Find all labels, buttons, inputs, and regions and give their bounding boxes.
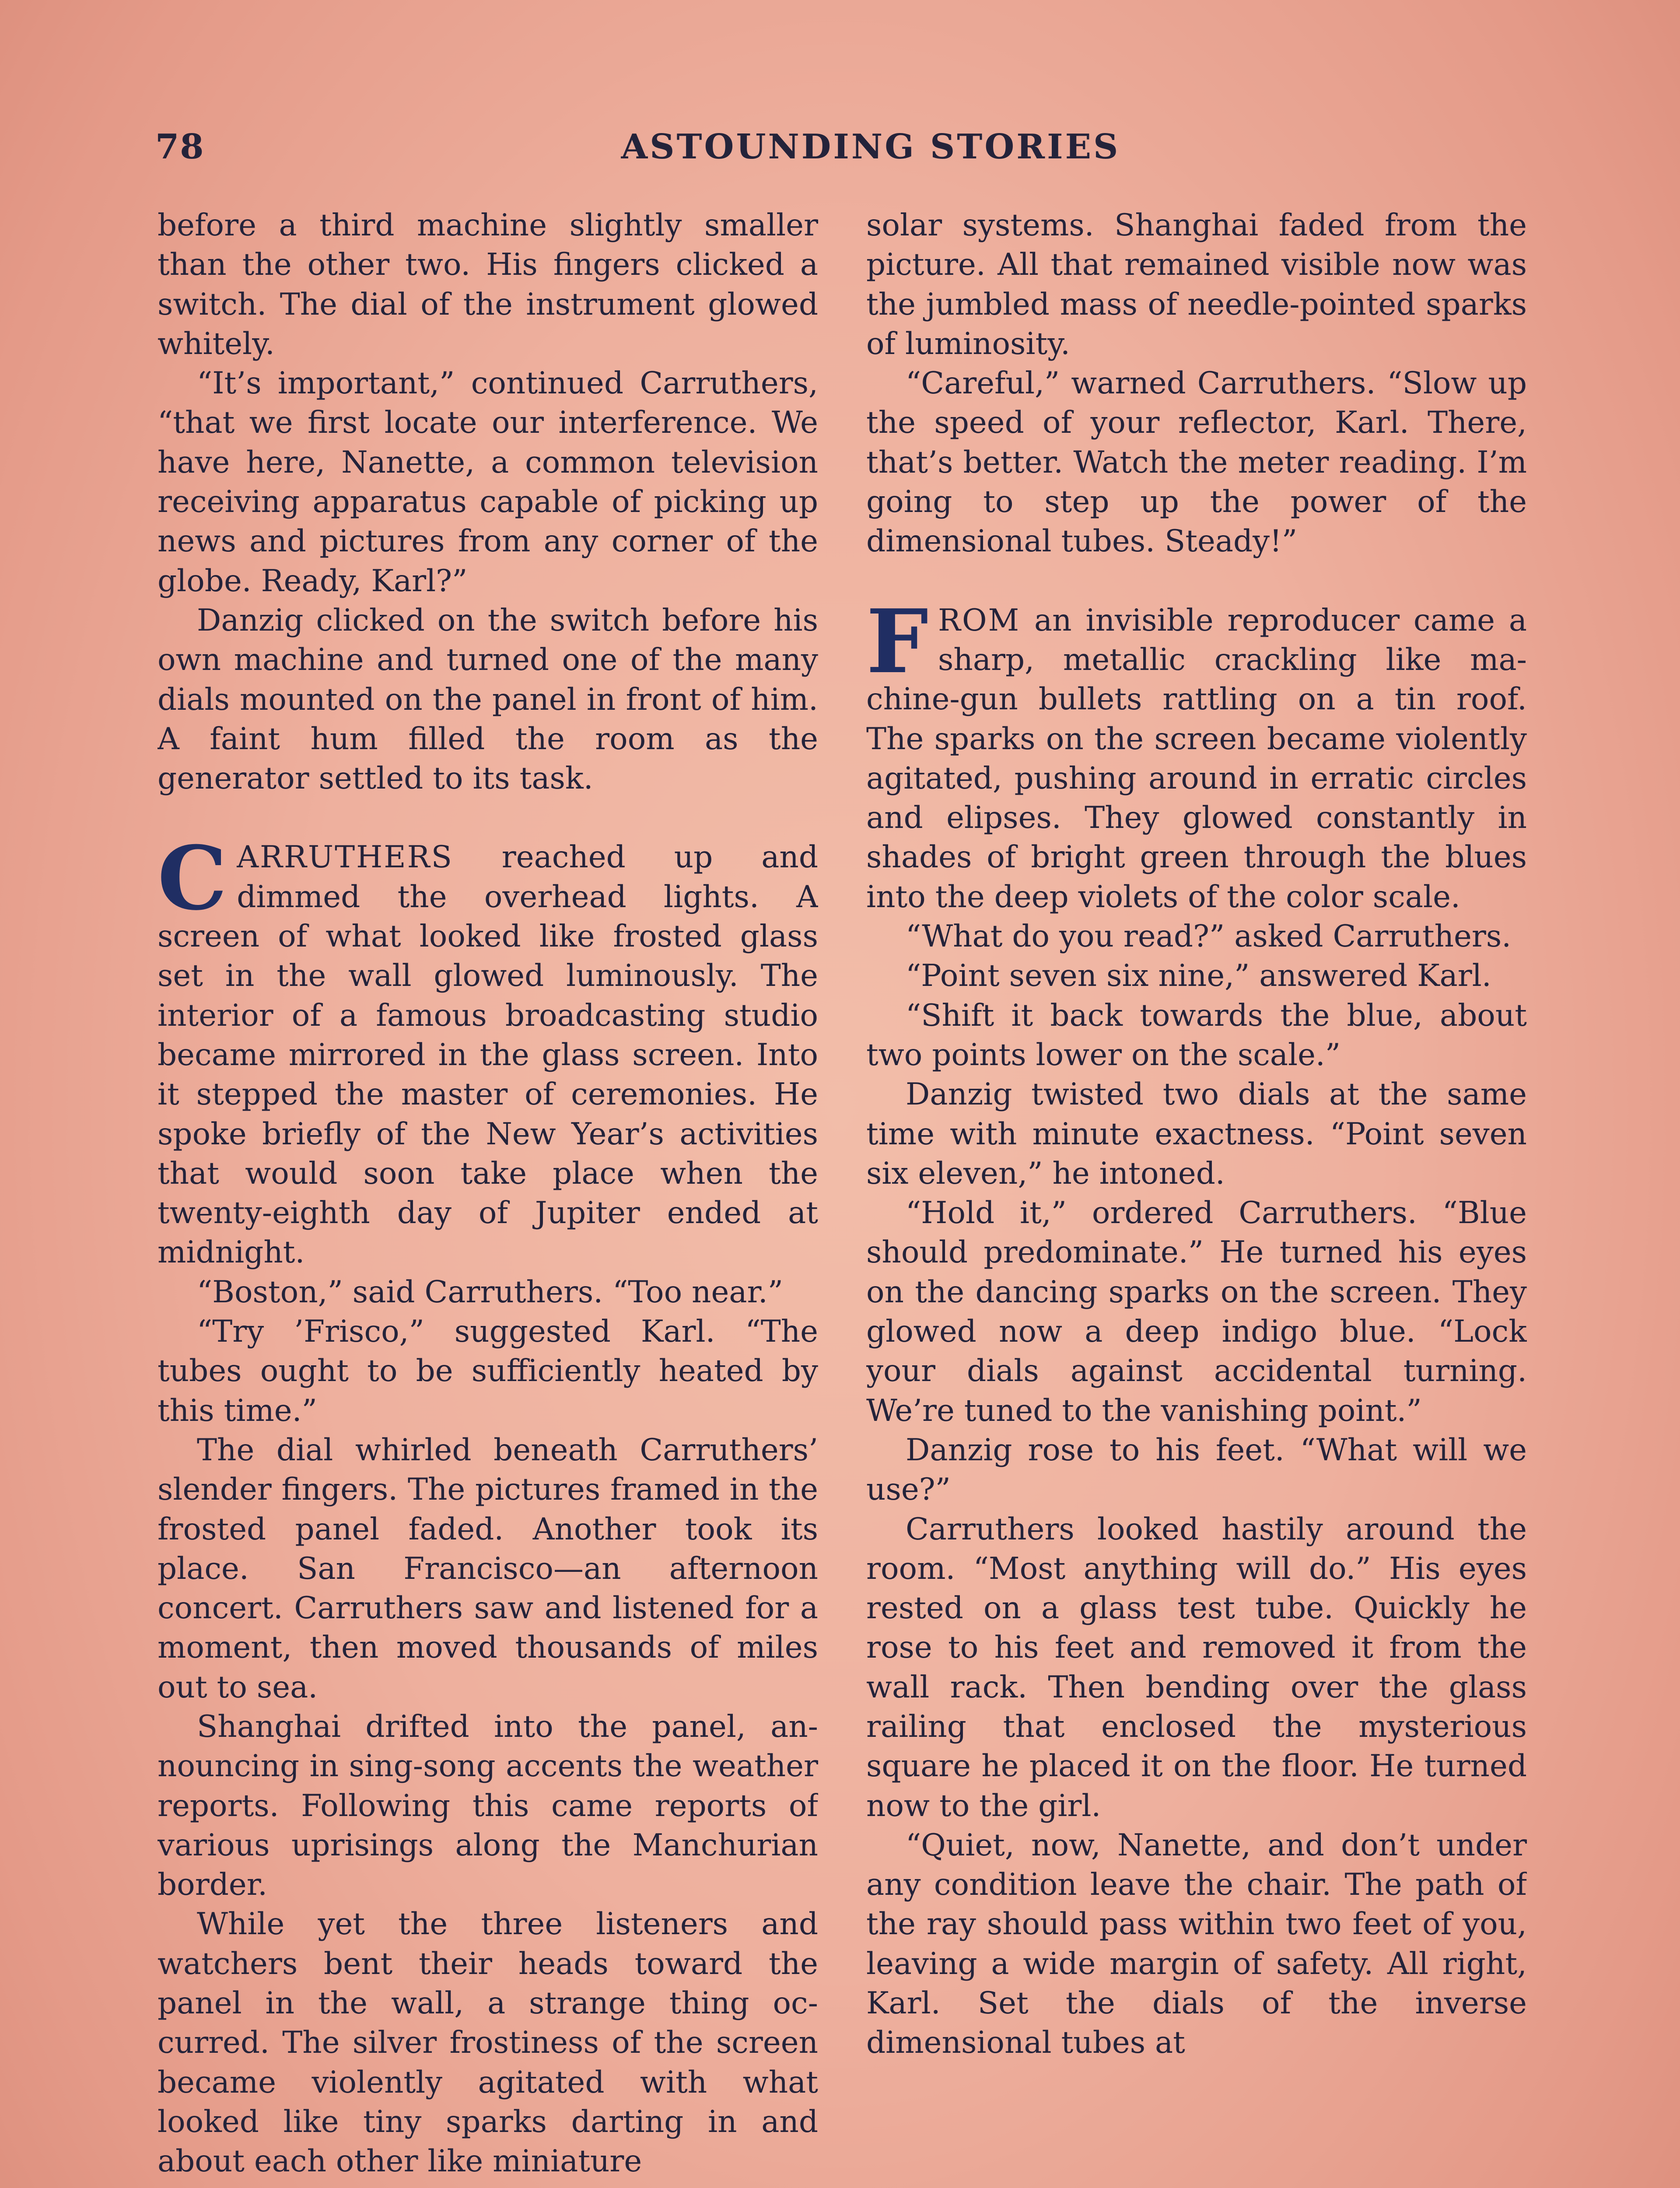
page-header — [155, 127, 1525, 179]
paragraph: Danzig clicked on the switch before his own machine and turned one of the many dials mounted on the panel in front of him. A faint hum filled the room as the generator settled to its task. — [158, 603, 818, 796]
lead-in-word: ROM — [938, 603, 1021, 638]
text-columns — [158, 206, 1527, 2188]
paragraph: “It’s important,” continued Carruthers, “that we first locate our interference. We have here, Nanette, a common television receiving apparatus capable of picking up news and pictures from any corner of the globe. Ready, Karl?” — [158, 366, 818, 599]
drop-cap: C — [158, 827, 228, 930]
running-title: ASTOUNDING STORIES — [621, 127, 1120, 167]
lead-in-word: ARRUTHERS — [237, 840, 453, 875]
paragraph: Danzig rose to his feet. “What will we use?” — [866, 1432, 1527, 1508]
paragraph-text: an invisible reproducer came a sharp, metallic crackling like machine-gun bullets rattling on a tin roof. The sparks on the screen became violently agitated, pushing around in erratic circles and elipses. They glowed constantly in shades of bright green through the blues into the deep violets of the color scale. — [866, 603, 1527, 915]
paragraph: “Quiet, now, Nanette, and don’t under any condition leave the chair. The path of the ray should pass within two feet of you, leaving a wide margin of safety. All right, Karl. Set the dials of the inverse dimensional tubes at — [866, 1827, 1527, 2061]
paragraph: Carruthers looked hastily around the room. “Most anything will do.” His eyes rested on a glass test tube. Quickly he rose to his feet and removed it from the wall rack. Then bending over the glass railing that enclosed the mysterious square he placed it on the floor. He turned now to the girl. — [866, 1511, 1527, 1823]
paragraph: “What do you read?” asked Carruthers. — [906, 919, 1512, 954]
section-opening-paragraph — [866, 590, 1527, 917]
left-column — [158, 206, 818, 2188]
right-column — [866, 206, 1527, 2188]
paragraph: Shanghai drifted into the panel, announcing in sing-song accents the weather reports. Following this came reports of various uprisings along the Manchurian border. — [158, 1709, 818, 1903]
drop-cap: F — [866, 590, 928, 693]
paragraph-text: reached up and dimmed the overhead lights. A screen of what looked like frosted glass set in the wall glowed luminously. The interior of a famous broadcasting studio became mirrored in the glass screen. Into it stepped the master of ceremonies. He spoke briefly of the New Year’s activities that would soon take place when the twenty-eighth day of Jupiter ended at midnight. — [158, 840, 818, 1270]
paragraph: The dial whirled beneath Carruthers’ slender fingers. The pictures framed in the frosted panel faded. Another took its place. San Francisco—an afternoon concert. Carruthers saw and listened for a moment, then moved thousands of miles out to sea. — [158, 1432, 818, 1705]
paragraph: “Shift it back towards the blue, about two points lower on the scale.” — [866, 998, 1527, 1073]
paragraph: solar systems. Shanghai faded from the picture. All that remained visible now was the jumbled mass of needle-pointed sparks of luminosity. — [866, 208, 1527, 361]
paragraph: “Boston,” said Carruthers. “Too near.” — [197, 1274, 784, 1310]
paragraph: While yet the three listeners and watchers bent their heads toward the panel in the wall, a strange thing occurred. The silver frostiness of the screen became violently agitated with what looked like tiny sparks darting in and about each other like miniature — [158, 1907, 818, 2179]
paragraph: “Try ’Frisco,” suggested Karl. “The tubes ought to be sufficiently heated by this time.” — [158, 1314, 818, 1428]
paragraph: “Hold it,” ordered Carruthers. “Blue should predominate.” He turned his eyes on the dancing sparks on the screen. They glowed now a deep indigo blue. “Lock your dials against accidental turning. We’re tuned to the vanishing point.” — [866, 1196, 1527, 1428]
paragraph: Danzig twisted two dials at the same time with minute exactness. “Point seven six eleven,” he intoned. — [866, 1077, 1527, 1191]
paragraph: “Careful,” warned Carruthers. “Slow up the speed of your reflector, Karl. There, that’s better. Watch the meter reading. I’m going to step up the power of the dimensional tubes. Steady!” — [866, 366, 1527, 559]
section-break — [866, 561, 1527, 601]
paragraph: before a third machine slightly smaller than the other two. His fingers clicked a switch. The dial of the instrument glowed whitely. — [158, 208, 818, 361]
section-break — [158, 798, 818, 838]
page-number: 78 — [155, 127, 205, 167]
paragraph: “Point seven six nine,” answered Karl. — [906, 958, 1491, 994]
section-opening-paragraph — [158, 827, 818, 1272]
